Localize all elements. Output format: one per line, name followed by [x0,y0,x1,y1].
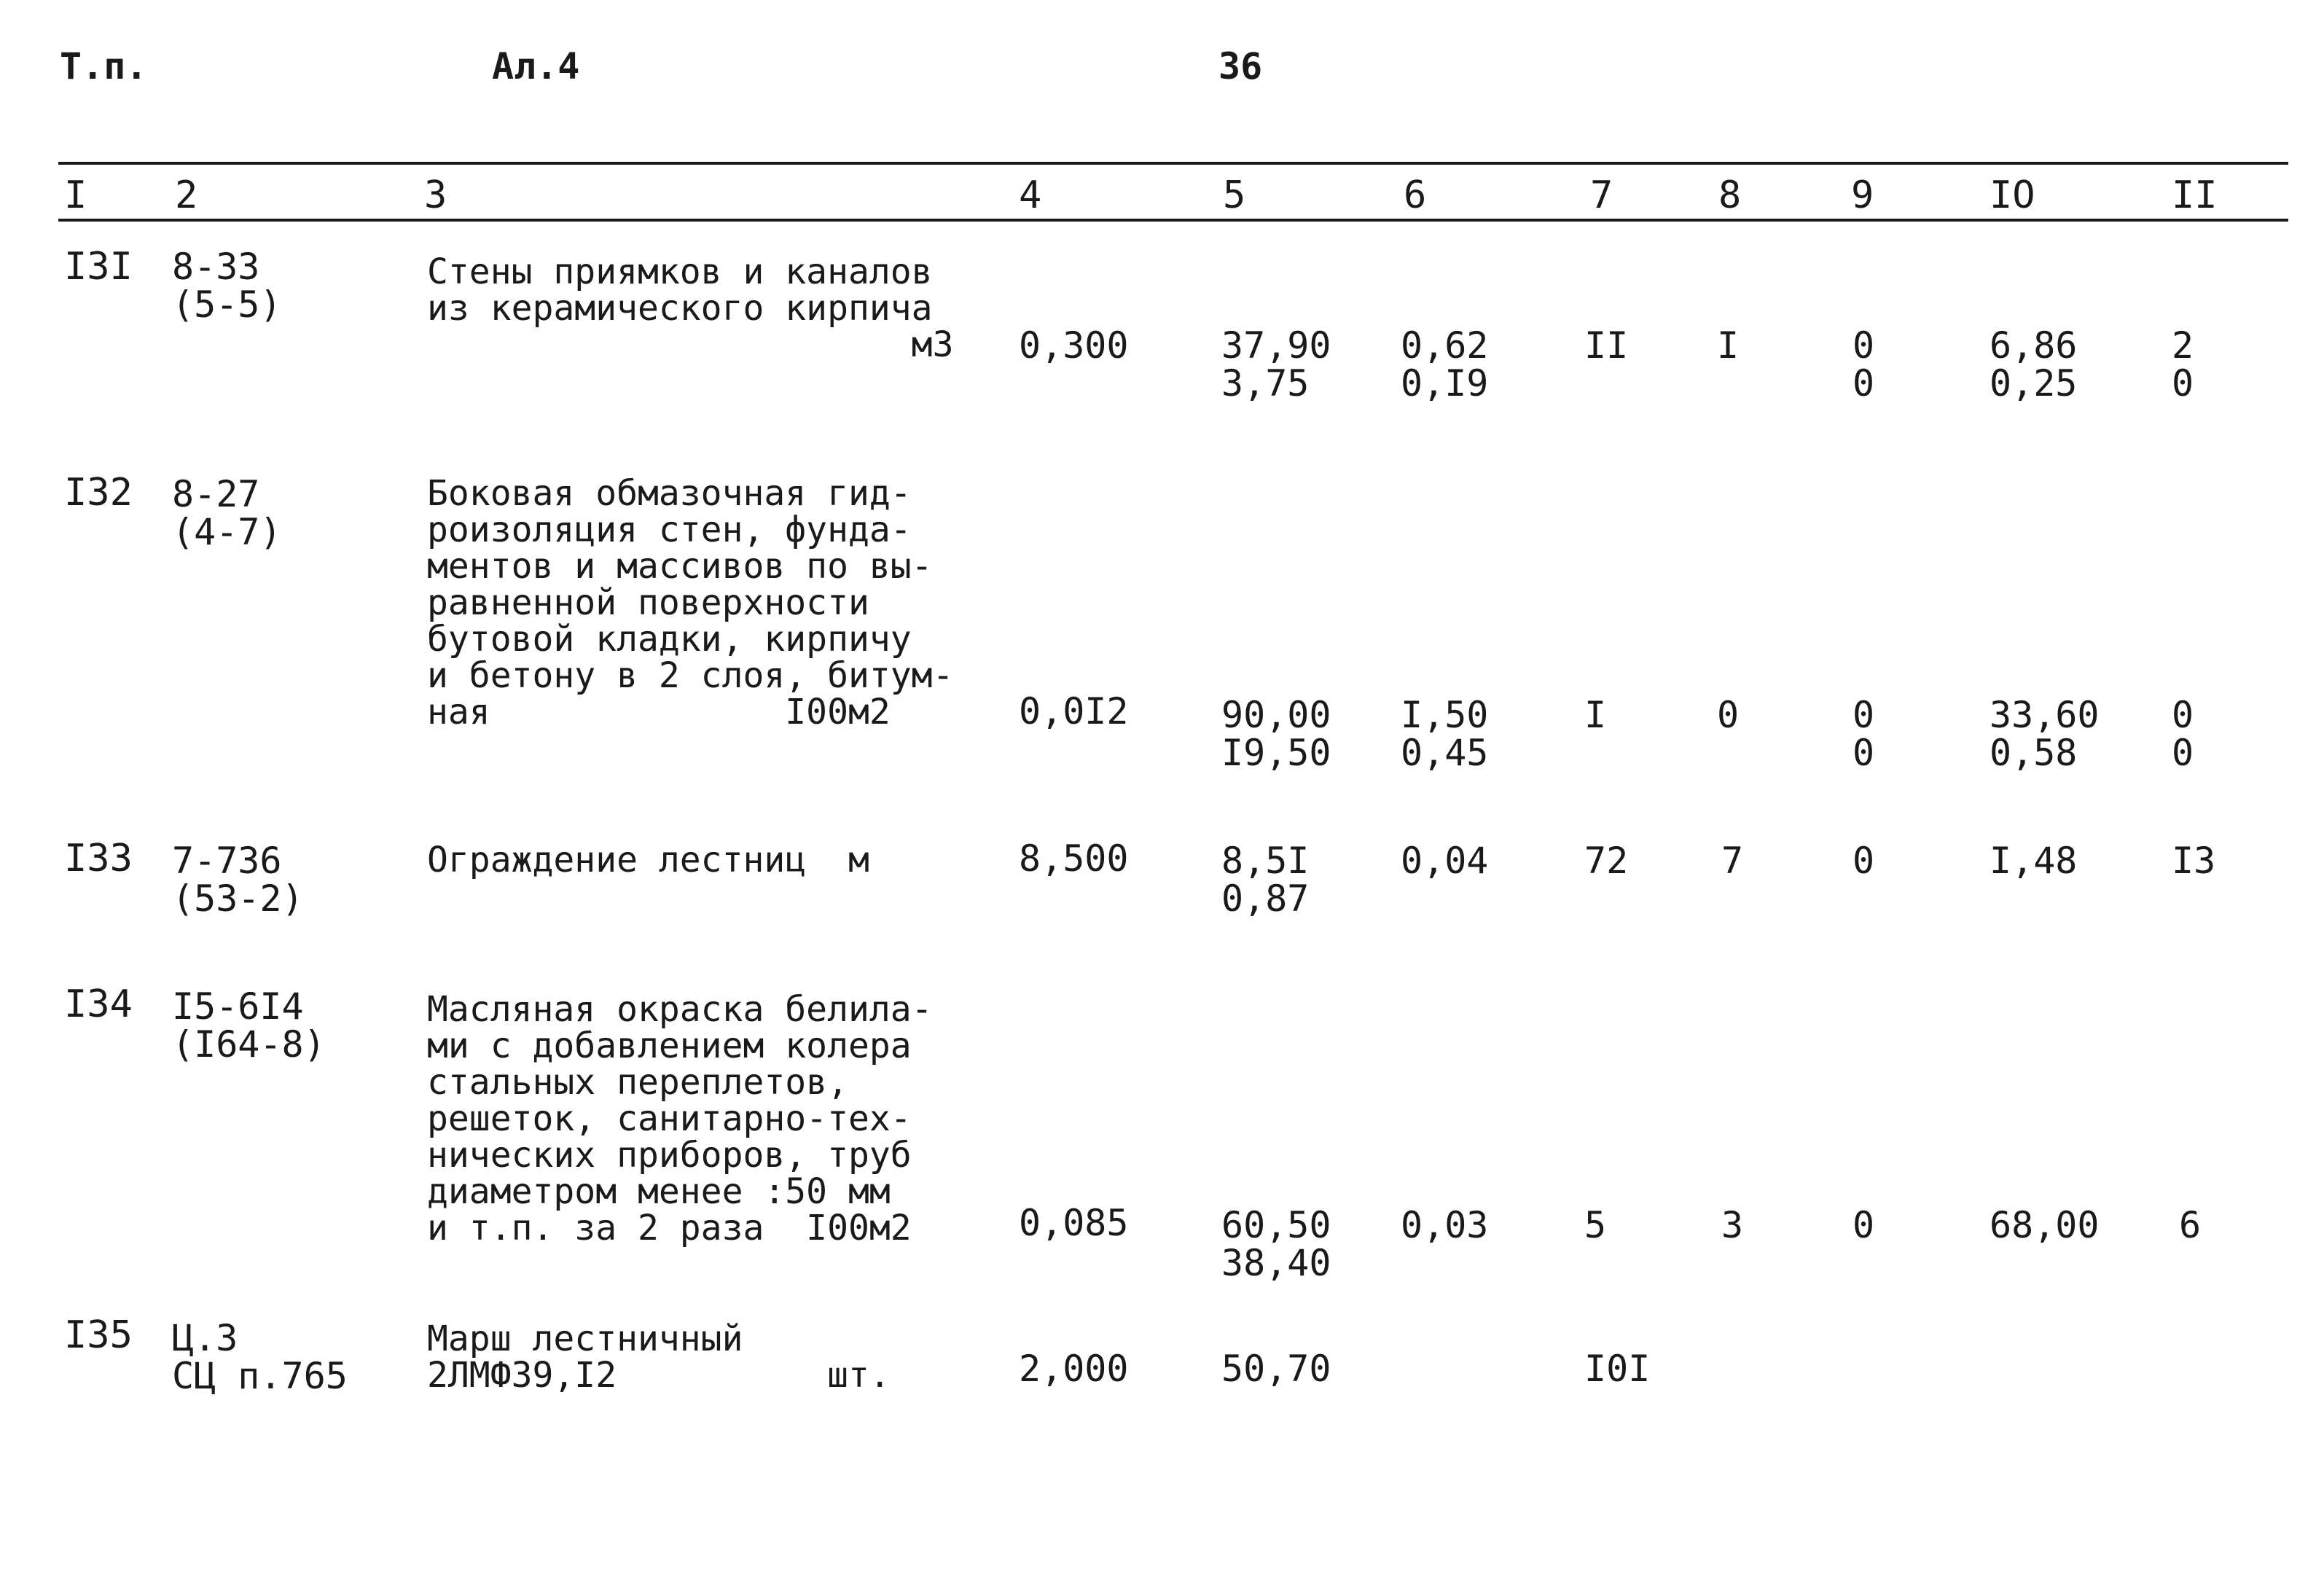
unit-cost: 90,00 I9,50 [1221,694,1331,774]
norm-code: I5-6I4 (I64-8) [172,985,326,1066]
col-7-value: II [1584,324,1629,367]
col-11-value: I3 [2172,840,2216,882]
unit-cost: 37,90 3,75 [1221,324,1331,404]
column-header-8: 8 [1718,173,1742,217]
page-number: 36 [1218,45,1263,87]
col-8-value: 3 [1721,1204,1744,1246]
norm-code: 8-27 (4-7) [172,473,282,553]
column-header-7: 7 [1590,173,1613,217]
work-description: Боковая обмазочная гид- роизоляция стен, фунда- ментов и массивов по вы- равненной поверхности бутовой кладки, кирпичу и бетону в 2 слоя, битум- ная I00м2 [427,473,954,732]
column-header-5: 5 [1223,173,1246,217]
norm-code: Ц.3 СЦ п.765 [172,1317,348,1397]
col-6-value: 0,62 0,I9 [1401,324,1489,404]
col-8-value: I [1717,324,1740,367]
sheet-number: Ал.4 [492,45,580,87]
column-header-6: 6 [1404,173,1427,217]
quantity: 0,300 [1019,324,1129,367]
col-11-value: 2 0 [2172,324,2194,404]
column-header-3: 3 [424,173,447,217]
col-7-value: I0I [1584,1348,1651,1390]
col-10-value: I,48 [1990,840,2078,882]
work-description: Масляная окраска белила- ми с добавлением колера стальных переплетов, решеток, санитарно-тех- нических приборов, труб диаметром менее :50 мм и т.п. за 2 раза I00м2 [427,989,933,1248]
col-8-value: 0 [1717,694,1740,736]
table-top-rule [58,162,2288,165]
col-10-value: 33,60 0,58 [1990,694,2100,774]
col-6-value: 0,04 [1401,840,1489,882]
unit-cost: 50,70 [1221,1348,1331,1390]
col-7-value: 72 [1584,840,1629,882]
quantity: 0,085 [1019,1202,1129,1244]
col-9-value: 0 [1852,840,1875,882]
row-number: I32 [64,471,133,515]
work-description: Ограждение лестниц м [427,840,869,880]
col-11-value: 6 [2179,1204,2202,1246]
norm-code: 8-33 (5-5) [172,246,282,326]
work-description: Стены приямков и каналов из керамического кирпича м3 [427,251,954,365]
quantity: 2,000 [1019,1348,1129,1390]
doc-type-label: Т.п. [60,45,148,87]
col-6-value: I,50 0,45 [1401,694,1489,774]
column-header-9: 9 [1851,173,1874,217]
col-10-value: 68,00 [1990,1204,2100,1246]
norm-code: 7-736 (53-2) [172,840,304,920]
quantity: 8,500 [1019,837,1129,880]
column-header-10: IO [1990,173,2035,217]
col-7-value: 5 [1584,1204,1607,1246]
column-header-1: I [64,173,87,217]
col-10-value: 6,86 0,25 [1990,324,2078,404]
col-11-value: 0 0 [2172,694,2194,774]
row-number: I34 [64,982,133,1026]
col-9-value: 0 [1852,1204,1875,1246]
row-number: I3I [64,245,133,289]
work-description: Марш лестничный 2ЛМФ39,I2 шт. [427,1318,891,1396]
col-9-value: 0 0 [1852,324,1875,404]
quantity: 0,0I2 [1019,690,1129,732]
table-header-rule [58,219,2288,222]
column-header-11: II [2172,173,2218,217]
row-number: I35 [64,1313,133,1357]
row-number: I33 [64,837,133,880]
col-9-value: 0 0 [1852,694,1875,774]
unit-cost: 60,50 38,40 [1221,1204,1331,1284]
column-header-4: 4 [1019,173,1042,217]
col-7-value: I [1584,694,1607,736]
column-header-2: 2 [175,173,198,217]
unit-cost: 8,5I 0,87 [1221,840,1310,920]
col-6-value: 0,03 [1401,1204,1489,1246]
col-8-value: 7 [1721,840,1744,882]
